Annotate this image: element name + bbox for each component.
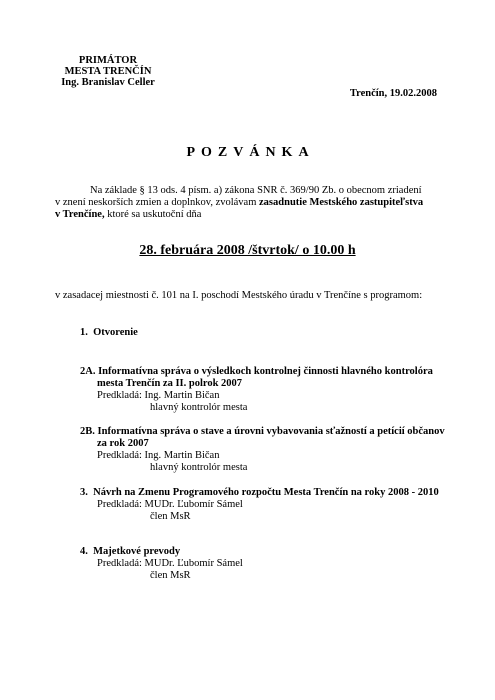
agenda-item-title: Informatívna správa o výsledkoch kontrolnej činnosti hlavného kontrolóra bbox=[98, 366, 433, 377]
agenda-item-1 bbox=[80, 327, 138, 339]
sender-city: MESTA TRENČÍN bbox=[64, 66, 152, 77]
presenter-role: člen MsR bbox=[150, 511, 191, 522]
agenda-item-2b-presenter bbox=[97, 450, 247, 474]
presenter-name: Ing. Martin Bičan bbox=[144, 390, 220, 401]
presenter-name: MUDr. Ľubomír Sámel bbox=[144, 558, 243, 569]
agenda-item-number: 3. bbox=[80, 487, 88, 498]
intro-line-2 bbox=[55, 197, 423, 209]
presenter-label: Predkladá: bbox=[97, 450, 142, 461]
agenda-item-title: Návrh na Zmenu Programového rozpočtu Mesta Trenčín na roky 2008 - 2010 bbox=[93, 487, 439, 498]
agenda-item-3-presenter bbox=[97, 499, 243, 523]
agenda-item-title-cont: mesta Trenčín za II. polrok 2007 bbox=[97, 378, 243, 389]
agenda-item-number: 4. bbox=[80, 546, 88, 557]
agenda-item-number: 1. bbox=[80, 327, 88, 338]
agenda-item-title: Majetkové prevody bbox=[93, 546, 181, 557]
agenda-item-3 bbox=[80, 487, 439, 499]
presenter-role: hlavný kontrolór mesta bbox=[150, 462, 248, 473]
agenda-item-4-presenter bbox=[97, 558, 243, 582]
agenda-item-title: Informatívna správa o stave a úrovni vybavovania sťažností a petícií občanov bbox=[97, 426, 445, 437]
agenda-item-number: 2B. bbox=[80, 426, 95, 437]
intro-line-2-text: v znení neskorších zmien a doplnkov, zvolávam bbox=[55, 197, 260, 208]
sender-block bbox=[52, 55, 164, 88]
presenter-role: hlavný kontrolór mesta bbox=[150, 402, 248, 413]
agenda-item-2a bbox=[80, 366, 433, 390]
meeting-location: v zasadacej miestnosti č. 101 na I. poschodí Mestského úradu v Trenčíne s programom: bbox=[55, 290, 423, 301]
presenter-label: Predkladá: bbox=[97, 499, 142, 510]
intro-line-3-text: ktoré sa uskutoční dňa bbox=[104, 209, 202, 220]
presenter-role: člen MsR bbox=[150, 570, 191, 581]
agenda-item-number: 2A. bbox=[80, 366, 96, 377]
meeting-date: 28. februára 2008 /štvrtok/ o 10.00 h bbox=[139, 243, 356, 258]
intro-line-3 bbox=[55, 209, 201, 221]
agenda-item-4 bbox=[80, 546, 180, 558]
presenter-label: Predkladá: bbox=[97, 558, 142, 569]
presenter-name: Ing. Martin Bičan bbox=[144, 450, 220, 461]
sender-name: Ing. Branislav Celler bbox=[61, 77, 155, 88]
agenda-item-title: Otvorenie bbox=[93, 327, 138, 338]
sender-title: PRIMÁTOR bbox=[78, 55, 138, 66]
agenda-item-2b bbox=[80, 426, 445, 450]
presenter-label: Predkladá: bbox=[97, 390, 142, 401]
intro-line-2-bold: zasadnutie Mestského zastupiteľstva bbox=[259, 197, 424, 208]
agenda-item-title-cont: za rok 2007 bbox=[97, 438, 149, 449]
agenda-item-2a-presenter bbox=[97, 390, 247, 414]
intro-line-1: Na základe § 13 ods. 4 písm. a) zákona SNR č. 369/90 Zb. o obecnom zriadení bbox=[90, 185, 422, 196]
document-date: Trenčín, 19.02.2008 bbox=[349, 88, 437, 99]
intro-line-3-bold: v Trenčíne, bbox=[55, 209, 105, 220]
document-title: POZVÁNKA bbox=[186, 145, 315, 160]
presenter-name: MUDr. Ľubomír Sámel bbox=[144, 499, 243, 510]
